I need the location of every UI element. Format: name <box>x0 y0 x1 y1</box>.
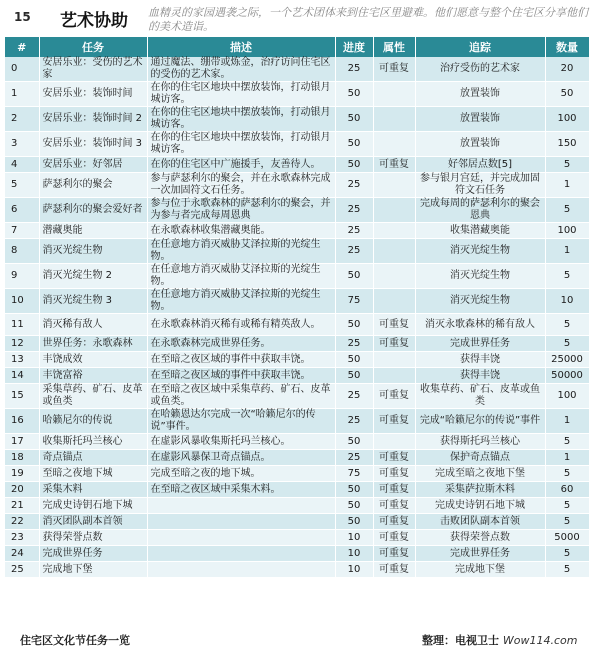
row-quantity: 5 <box>545 336 589 352</box>
table-row <box>5 223 589 239</box>
row-attribute: 可重复 <box>373 482 415 498</box>
row-progress: 50 <box>335 368 373 384</box>
table-row <box>5 530 589 546</box>
row-tracking: 完成世界任务 <box>415 336 545 352</box>
row-quantity: 50 <box>545 82 589 107</box>
row-task: 安居乐业：装饰时间 3 <box>39 132 147 157</box>
row-id: 17 <box>5 434 39 450</box>
row-progress: 50 <box>335 482 373 498</box>
row-tracking: 采集萨拉斯木料 <box>415 482 545 498</box>
row-quantity: 100 <box>545 107 589 132</box>
row-id: 19 <box>5 466 39 482</box>
row-task: 世界任务：永歌森林 <box>39 336 147 352</box>
row-progress: 50 <box>335 314 373 336</box>
row-task: 哈籁尼尔的传说 <box>39 409 147 434</box>
table-row <box>5 450 589 466</box>
row-progress: 50 <box>335 352 373 368</box>
column-header-progress: 进度 <box>335 37 373 57</box>
row-quantity: 1 <box>545 409 589 434</box>
row-progress: 75 <box>335 466 373 482</box>
row-attribute: 可重复 <box>373 384 415 409</box>
table-row <box>5 107 589 132</box>
footer-credit-label: 整理：电视卫士 <box>422 634 499 647</box>
row-attribute <box>373 352 415 368</box>
row-tracking: 参与银月宫廷，并完成加固符文石任务 <box>415 173 545 198</box>
row-attribute: 可重复 <box>373 450 415 466</box>
row-quantity: 5 <box>545 466 589 482</box>
row-quantity: 5 <box>545 546 589 562</box>
row-description: 通过魔法、绷带或炼金，治疗访问住宅区的受伤的艺术家。 <box>147 57 335 82</box>
row-id: 21 <box>5 498 39 514</box>
row-id: 23 <box>5 530 39 546</box>
row-tracking: 保护奇点锚点 <box>415 450 545 466</box>
row-description <box>147 530 335 546</box>
row-attribute <box>373 434 415 450</box>
footer-credit <box>422 632 577 648</box>
table-row <box>5 514 589 530</box>
row-task: 完成史诗钥石地下城 <box>39 498 147 514</box>
row-tracking: 消灭光绽生物 <box>415 264 545 289</box>
row-id: 9 <box>5 264 39 289</box>
row-id: 18 <box>5 450 39 466</box>
row-tracking: 获得丰饶 <box>415 368 545 384</box>
row-description: 完成至暗之夜的地下城。 <box>147 466 335 482</box>
column-header-description: 描述 <box>147 37 335 57</box>
row-progress: 10 <box>335 546 373 562</box>
row-quantity: 10 <box>545 289 589 314</box>
row-description: 在永歌森林完成世界任务。 <box>147 336 335 352</box>
table-row <box>5 482 589 498</box>
row-progress: 50 <box>335 157 373 173</box>
column-header-tracking: 追踪 <box>415 37 545 57</box>
row-progress: 25 <box>335 223 373 239</box>
row-attribute: 可重复 <box>373 336 415 352</box>
row-tracking: 消灭光绽生物 <box>415 239 545 264</box>
row-quantity: 5 <box>545 562 589 578</box>
table-row <box>5 336 589 352</box>
row-quantity: 20 <box>545 57 589 82</box>
table-row <box>5 384 589 409</box>
row-description <box>147 562 335 578</box>
table-row <box>5 466 589 482</box>
row-progress: 25 <box>335 57 373 82</box>
row-attribute <box>373 82 415 107</box>
footer-caption: 住宅区文化节任务一览 <box>20 634 130 647</box>
row-task: 消灭光绽生物 <box>39 239 147 264</box>
column-header-id: # <box>5 37 39 57</box>
row-tracking: 治疗受伤的艺术家 <box>415 57 545 82</box>
row-description: 在任意地方消灭威胁艾泽拉斯的光绽生物。 <box>147 264 335 289</box>
row-task: 潜藏奥能 <box>39 223 147 239</box>
row-quantity: 100 <box>545 223 589 239</box>
row-task: 丰饶成效 <box>39 352 147 368</box>
row-attribute: 可重复 <box>373 514 415 530</box>
row-task: 采集草药、矿石、皮革或鱼类 <box>39 384 147 409</box>
row-attribute: 可重复 <box>373 546 415 562</box>
row-id: 10 <box>5 289 39 314</box>
row-progress: 25 <box>335 384 373 409</box>
row-description: 在你的住宅区地块中摆放装饰，打动银月城访客。 <box>147 107 335 132</box>
row-progress: 50 <box>335 434 373 450</box>
row-description <box>147 514 335 530</box>
section-number: 15 <box>14 10 31 24</box>
row-description: 在你的住宅区地块中摆放装饰，打动银月城访客。 <box>147 132 335 157</box>
row-id: 16 <box>5 409 39 434</box>
row-progress: 50 <box>335 132 373 157</box>
row-tracking: 放置装饰 <box>415 132 545 157</box>
row-id: 6 <box>5 198 39 223</box>
row-id: 4 <box>5 157 39 173</box>
row-tracking: 放置装饰 <box>415 82 545 107</box>
row-description: 参与萨瑟利尔的聚会，并在永歌森林完成一次加固符文石任务。 <box>147 173 335 198</box>
row-id: 15 <box>5 384 39 409</box>
row-id: 0 <box>5 57 39 82</box>
row-description <box>147 546 335 562</box>
row-progress: 50 <box>335 107 373 132</box>
row-tracking: 获得丰饶 <box>415 352 545 368</box>
row-attribute: 可重复 <box>373 466 415 482</box>
row-progress: 50 <box>335 82 373 107</box>
row-tracking: 完成地下堡 <box>415 562 545 578</box>
row-id: 13 <box>5 352 39 368</box>
row-id: 11 <box>5 314 39 336</box>
row-task: 至暗之夜地下城 <box>39 466 147 482</box>
row-quantity: 5000 <box>545 530 589 546</box>
row-attribute: 可重复 <box>373 409 415 434</box>
table-row <box>5 57 589 82</box>
row-progress: 25 <box>335 336 373 352</box>
table-row <box>5 289 589 314</box>
row-task: 安居乐业：受伤的艺术家 <box>39 57 147 82</box>
row-tracking: 击败团队副本首领 <box>415 514 545 530</box>
row-progress: 50 <box>335 498 373 514</box>
row-description: 在至暗之夜区域的事件中获取丰饶。 <box>147 368 335 384</box>
row-progress: 25 <box>335 198 373 223</box>
row-tracking: 获得斯托玛兰核心 <box>415 434 545 450</box>
row-description: 在哈籁恩达尔完成一次“哈籁尼尔的传说”事件。 <box>147 409 335 434</box>
row-id: 20 <box>5 482 39 498</box>
row-task: 安居乐业：装饰时间 2 <box>39 107 147 132</box>
row-description: 在至暗之夜区域中采集草药、矿石、皮革或鱼类。 <box>147 384 335 409</box>
row-progress: 10 <box>335 562 373 578</box>
row-id: 3 <box>5 132 39 157</box>
row-tracking: 完成“哈籁尼尔的传说”事件 <box>415 409 545 434</box>
column-header-quantity: 数量 <box>545 37 589 57</box>
row-task: 获得荣誉点数 <box>39 530 147 546</box>
row-attribute: 可重复 <box>373 157 415 173</box>
row-quantity: 5 <box>545 514 589 530</box>
row-description: 在虚影风暴保卫奇点锚点。 <box>147 450 335 466</box>
table-row <box>5 498 589 514</box>
row-task: 完成地下堡 <box>39 562 147 578</box>
row-id: 5 <box>5 173 39 198</box>
row-task: 奇点锚点 <box>39 450 147 466</box>
column-header-attribute: 属性 <box>373 37 415 57</box>
row-task: 丰饶富裕 <box>39 368 147 384</box>
row-id: 24 <box>5 546 39 562</box>
row-attribute <box>373 368 415 384</box>
row-progress: 75 <box>335 289 373 314</box>
row-attribute <box>373 239 415 264</box>
column-header-task: 任务 <box>39 37 147 57</box>
row-description: 在至暗之夜区域中采集木料。 <box>147 482 335 498</box>
table-row <box>5 239 589 264</box>
row-tracking: 完成世界任务 <box>415 546 545 562</box>
row-id: 8 <box>5 239 39 264</box>
row-quantity: 5 <box>545 264 589 289</box>
row-task: 收集斯托玛兰核心 <box>39 434 147 450</box>
row-attribute <box>373 132 415 157</box>
row-description: 在任意地方消灭威胁艾泽拉斯的光绽生物。 <box>147 239 335 264</box>
footer-site: Wow114.com <box>502 634 578 647</box>
row-tracking: 完成至暗之夜地下堡 <box>415 466 545 482</box>
row-tracking: 完成每周的萨瑟利尔的聚会恩典 <box>415 198 545 223</box>
task-table <box>5 37 590 578</box>
row-tracking: 完成史诗钥石地下城 <box>415 498 545 514</box>
row-progress: 50 <box>335 264 373 289</box>
page-title: 艺术协助 <box>60 11 128 31</box>
row-description: 在至暗之夜区域的事件中获取丰饶。 <box>147 352 335 368</box>
row-quantity: 150 <box>545 132 589 157</box>
table-row <box>5 562 589 578</box>
row-tracking: 好邻居点数[5] <box>415 157 545 173</box>
table-row <box>5 157 589 173</box>
row-task: 萨瑟利尔的聚会爱好者 <box>39 198 147 223</box>
row-id: 1 <box>5 82 39 107</box>
row-description: 在你的住宅区中广施援手，友善待人。 <box>147 157 335 173</box>
table-row <box>5 314 589 336</box>
row-task: 萨瑟利尔的聚会 <box>39 173 147 198</box>
row-task: 安居乐业：装饰时间 <box>39 82 147 107</box>
row-attribute: 可重复 <box>373 498 415 514</box>
row-attribute: 可重复 <box>373 562 415 578</box>
row-quantity: 5 <box>545 314 589 336</box>
row-tracking: 消灭光绽生物 <box>415 289 545 314</box>
table-row <box>5 198 589 223</box>
row-description: 在永歌森林收集潜藏奥能。 <box>147 223 335 239</box>
row-progress: 25 <box>335 450 373 466</box>
row-tracking: 消灭永歌森林的稀有敌人 <box>415 314 545 336</box>
row-attribute: 可重复 <box>373 314 415 336</box>
row-attribute <box>373 173 415 198</box>
table-row <box>5 409 589 434</box>
row-attribute <box>373 289 415 314</box>
row-progress: 25 <box>335 173 373 198</box>
table-row <box>5 546 589 562</box>
row-id: 14 <box>5 368 39 384</box>
row-progress: 25 <box>335 409 373 434</box>
row-quantity: 25000 <box>545 352 589 368</box>
row-description: 在任意地方消灭威胁艾泽拉斯的光绽生物。 <box>147 289 335 314</box>
table-row <box>5 264 589 289</box>
row-quantity: 100 <box>545 384 589 409</box>
row-id: 12 <box>5 336 39 352</box>
row-quantity: 1 <box>545 450 589 466</box>
row-attribute <box>373 264 415 289</box>
row-quantity: 5 <box>545 198 589 223</box>
row-task: 消灭团队副本首领 <box>39 514 147 530</box>
table-row <box>5 434 589 450</box>
row-tracking: 放置装饰 <box>415 107 545 132</box>
row-quantity: 50000 <box>545 368 589 384</box>
page-description: 血精灵的家园遇袭之际，一个艺术团体来到住宅区里避难。他们愿意与整个住宅区分享他们的美术造诣。 <box>148 6 588 33</box>
row-task: 消灭光绽生物 3 <box>39 289 147 314</box>
row-progress: 25 <box>335 239 373 264</box>
row-quantity: 5 <box>545 434 589 450</box>
table-row <box>5 82 589 107</box>
row-description: 在虚影风暴收集斯托玛兰核心。 <box>147 434 335 450</box>
row-progress: 10 <box>335 530 373 546</box>
row-description: 参与位于永歌森林的萨瑟利尔的聚会，并为参与者完成每周恩典 <box>147 198 335 223</box>
row-tracking: 收集草药、矿石、皮革或鱼类 <box>415 384 545 409</box>
row-attribute: 可重复 <box>373 530 415 546</box>
row-tracking: 获得荣誉点数 <box>415 530 545 546</box>
row-attribute <box>373 223 415 239</box>
row-quantity: 5 <box>545 157 589 173</box>
table-row <box>5 132 589 157</box>
row-description: 在永歌森林消灭稀有或稀有精英敌人。 <box>147 314 335 336</box>
table-header-row <box>5 37 589 57</box>
row-description <box>147 498 335 514</box>
row-task: 完成世界任务 <box>39 546 147 562</box>
page-header <box>0 0 600 36</box>
table-body <box>5 57 589 578</box>
row-description: 在你的住宅区地块中摆放装饰，打动银月城访客。 <box>147 82 335 107</box>
row-tracking: 收集潜藏奥能 <box>415 223 545 239</box>
row-attribute <box>373 107 415 132</box>
row-task: 消灭光绽生物 2 <box>39 264 147 289</box>
row-progress: 50 <box>335 514 373 530</box>
table-row <box>5 368 589 384</box>
table-row <box>5 352 589 368</box>
table-row <box>5 173 589 198</box>
row-task: 消灭稀有敌人 <box>39 314 147 336</box>
row-attribute <box>373 198 415 223</box>
row-task: 采集木料 <box>39 482 147 498</box>
row-id: 2 <box>5 107 39 132</box>
row-quantity: 5 <box>545 498 589 514</box>
row-task: 安居乐业：好邻居 <box>39 157 147 173</box>
row-quantity: 1 <box>545 239 589 264</box>
row-id: 7 <box>5 223 39 239</box>
row-attribute: 可重复 <box>373 57 415 82</box>
row-quantity: 60 <box>545 482 589 498</box>
row-quantity: 1 <box>545 173 589 198</box>
row-id: 25 <box>5 562 39 578</box>
row-id: 22 <box>5 514 39 530</box>
